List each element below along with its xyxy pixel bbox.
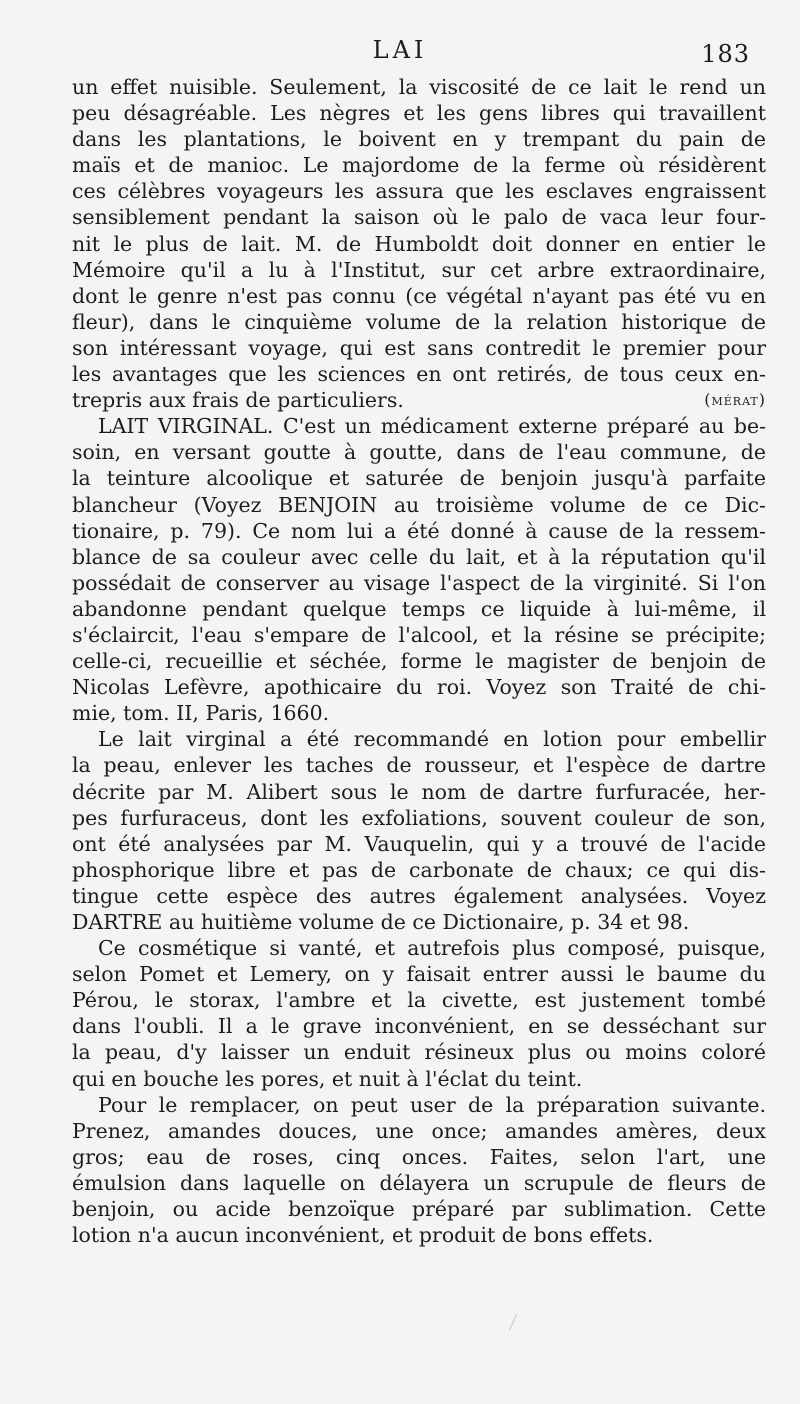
text-line: dans les plantations, le boivent en y trempant du pain de bbox=[72, 127, 766, 152]
running-title: LAI bbox=[372, 36, 428, 64]
text-line: Mémoire qu'il a lu à l'Institut, sur cet arbre extraordinaire, bbox=[72, 257, 766, 282]
text-line: benjoin, ou acide benzoïque préparé par sublimation. Cette bbox=[72, 1197, 766, 1222]
text-line: s'éclaircit, l'eau s'empare de l'alcool, et la résine se précipite; bbox=[72, 622, 766, 647]
text-line: ces célèbres voyageurs les assura que les esclaves engraissent bbox=[72, 179, 766, 204]
text-line: soin, en versant goutte à goutte, dans de l'eau commune, de bbox=[72, 440, 766, 465]
text-line: dans l'oubli. Il a le grave inconvénient, en se desséchant sur bbox=[72, 1014, 766, 1039]
text-line: phosphorique libre et pas de carbonate de chaux; ce qui dis- bbox=[72, 857, 766, 882]
text-line: sensiblement pendant la saison où le palo de vaca leur four- bbox=[72, 205, 766, 230]
text-line: selon Pomet et Lemery, on y faisait entrer aussi le baume du bbox=[72, 962, 766, 987]
text-line: Pour le remplacer, on peut user de la préparation suivante. bbox=[98, 1092, 766, 1117]
text-line: émulsion dans laquelle on délayera un scrupule de fleurs de bbox=[72, 1170, 766, 1195]
text-line: fleur), dans le cinquième volume de la relation historique de bbox=[72, 309, 766, 334]
text-line: son intéressant voyage, qui est sans contredit le premier pour bbox=[72, 335, 766, 360]
text-line: ont été analysées par M. Vauquelin, qui y a trouvé de l'acide bbox=[72, 831, 766, 856]
paragraph-4 bbox=[72, 935, 766, 1092]
text-line: qui en bouche les pores, et nuit à l'éclat du teint. bbox=[72, 1066, 583, 1091]
text-line: tingue cette espèce des autres également analysées. Voyez bbox=[72, 883, 766, 908]
paragraph-1 bbox=[72, 74, 766, 413]
text-line: Pérou, le storax, l'ambre et la civette, est justement tombé bbox=[72, 988, 766, 1013]
text-line: DARTRE au huitième volume de ce Dictionaire, p. 34 et 98. bbox=[72, 910, 690, 934]
body-text bbox=[72, 74, 766, 1248]
text-line: lotion n'a aucun inconvénient, et produit de bons effets. bbox=[72, 1223, 654, 1248]
author-signature: (mérat) bbox=[704, 390, 766, 410]
text-line: gros; eau de roses, cinq onces. Faites, selon l'art, une bbox=[72, 1144, 766, 1169]
show-through-mark bbox=[509, 1314, 530, 1337]
text-line: dont le genre n'est pas connu (ce végétal n'ayant pas été vu en bbox=[72, 283, 766, 308]
text-line: maïs et de manioc. Le majordome de la ferme où résidèrent bbox=[72, 153, 766, 178]
text-line: Ce cosmétique si vanté, et autrefois plus composé, puisque, bbox=[98, 936, 766, 961]
text-line: pes furfuraceus, dont les exfoliations, souvent couleur de son, bbox=[72, 805, 766, 830]
text-line: la peau, enlever les taches de rousseur, et l'espèce de dartre bbox=[72, 753, 766, 778]
text-line: blance de sa couleur avec celle du lait, et à la réputation qu'il bbox=[72, 544, 766, 569]
text-line: trepris aux frais de particuliers. bbox=[72, 388, 404, 413]
text-line: celle-ci, recueillie et séchée, forme le magister de benjoin de bbox=[72, 649, 766, 674]
paragraph-3 bbox=[72, 726, 766, 935]
text-line: LAIT VIRGINAL. C'est un médicament externe préparé au be- bbox=[98, 414, 766, 439]
paragraph-2 bbox=[72, 413, 766, 726]
paragraph-5 bbox=[72, 1092, 766, 1249]
text-line: la peau, d'y laisser un enduit résineux plus ou moins coloré bbox=[72, 1040, 766, 1065]
text-line: Prenez, amandes douces, une once; amandes amères, deux bbox=[72, 1118, 766, 1143]
text-line: la teinture alcoolique et saturée de benjoin jusqu'à parfaite bbox=[72, 466, 766, 491]
text-line: nit le plus de lait. M. de Humboldt doit donner en entier le bbox=[72, 231, 766, 256]
text-line: possédait de conserver au visage l'aspect de la virginité. Si l'on bbox=[72, 570, 766, 595]
text-line: tionaire, p. 79). Ce nom lui a été donné à cause de la ressem- bbox=[72, 518, 766, 543]
text-line: abandonne pendant quelque temps ce liquide à lui-même, il bbox=[72, 596, 766, 621]
text-line: Nicolas Lefèvre, apothicaire du roi. Voyez son Traité de chi- bbox=[72, 675, 766, 700]
text-line: mie, tom. II, Paris, 1660. bbox=[72, 701, 330, 726]
text-line: peu désagréable. Les nègres et les gens libres qui travaillent bbox=[72, 101, 766, 126]
text-line: Le lait virginal a été recommandé en lotion pour embellir bbox=[98, 727, 766, 752]
page-number: 183 bbox=[701, 40, 750, 68]
text-line: un effet nuisible. Seulement, la viscosité de ce lait le rend un bbox=[72, 75, 766, 99]
text-line: décrite par M. Alibert sous le nom de dartre furfuracée, her- bbox=[72, 779, 766, 804]
text-line: les avantages que les sciences en ont retirés, de tous ceux en- bbox=[72, 362, 766, 387]
text-line: blancheur (Voyez BENJOIN au troisième volume de ce Dic- bbox=[72, 492, 766, 517]
